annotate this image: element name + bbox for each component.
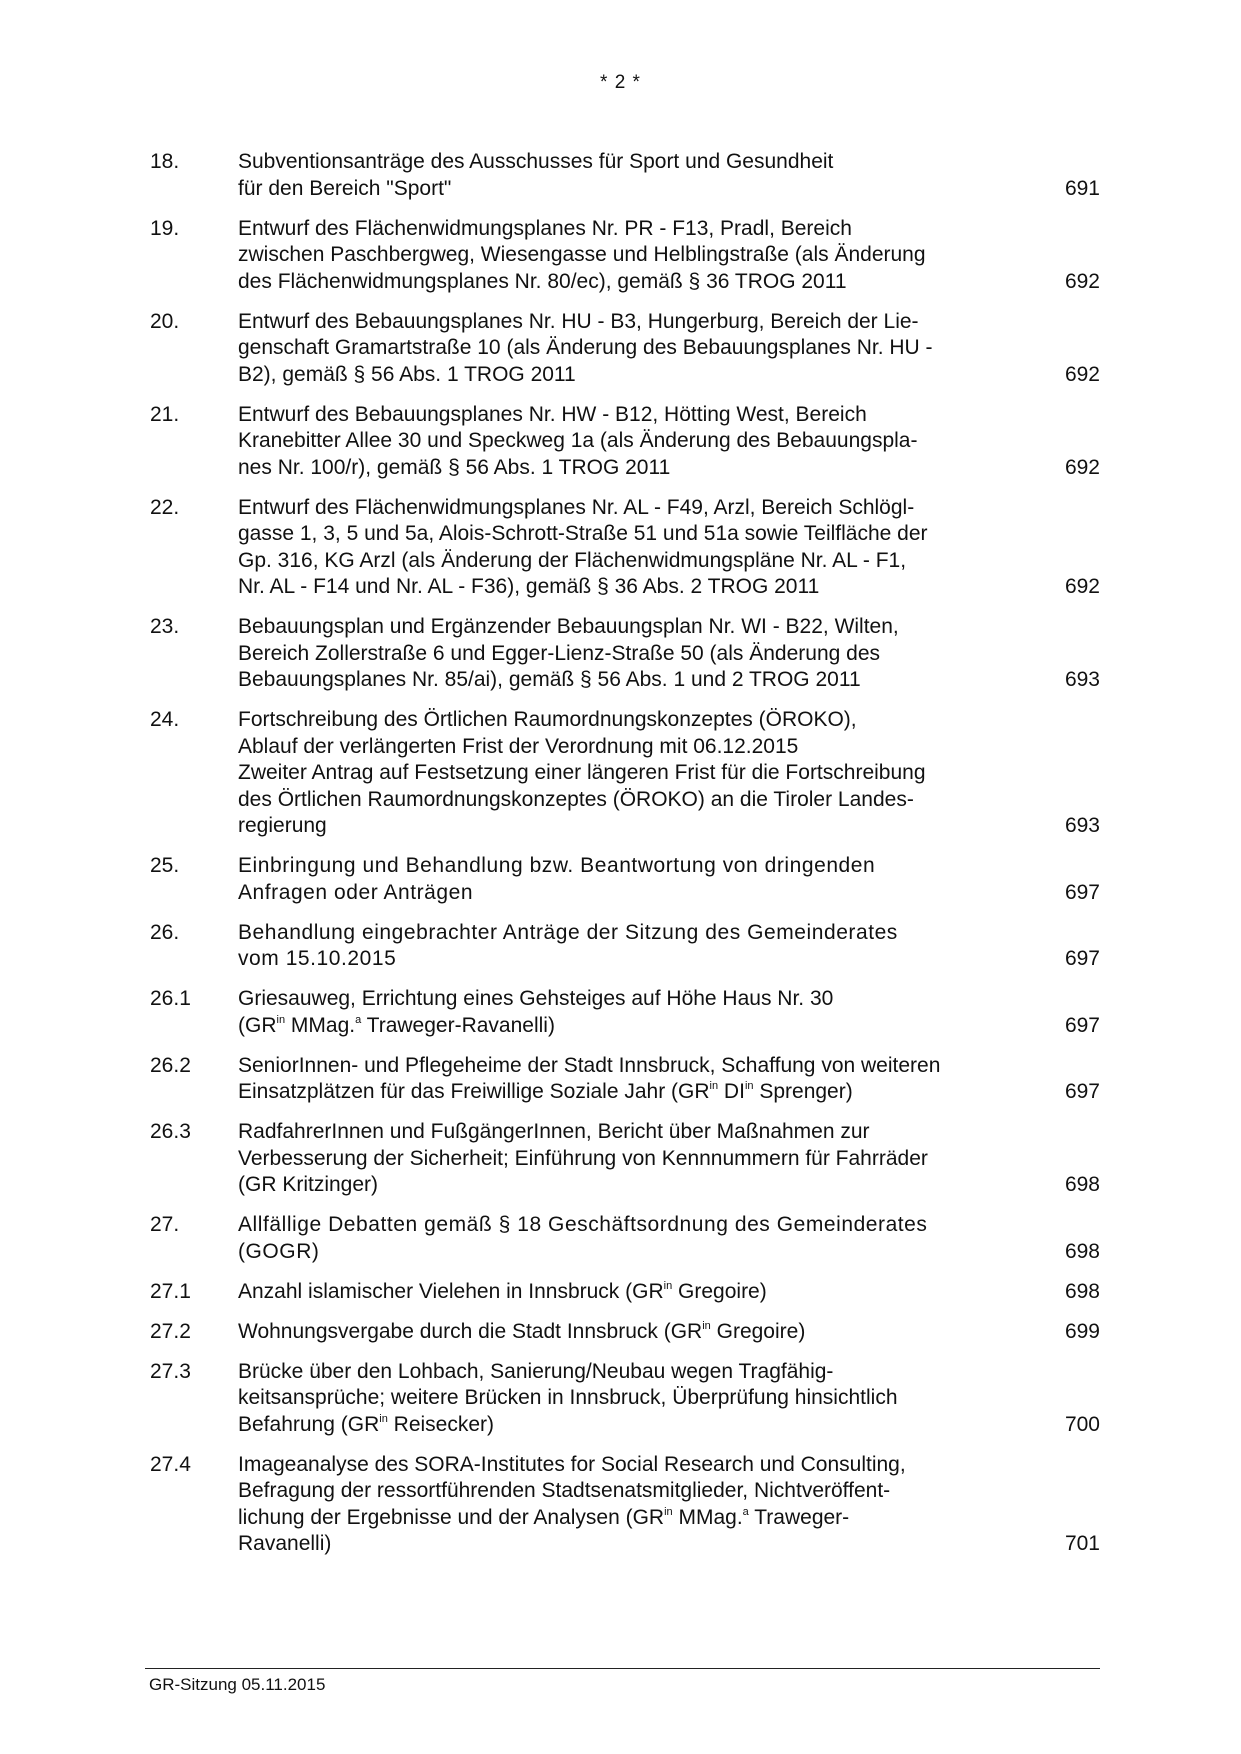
toc-entry-number: 19. [150,216,180,240]
footer-session-date: GR-Sitzung 05.11.2015 [149,1675,326,1694]
toc-entry-title-line: Befahrung ($GR^{in}$ Reisecker) [238,1412,495,1436]
toc-entry-page: 701 [1064,1532,1100,1555]
toc-entry [150,920,1100,973]
toc-entry-title [238,1119,1018,1199]
superscript: in [276,1013,286,1026]
toc-entry-title-line: Anfragen oder Anträgen [238,880,474,904]
toc-entry [150,309,1100,389]
toc-entry-title-line: Allfällige Debatten gemäß § 18 Geschäftsordnung des Gemeinderates [238,1213,928,1236]
toc-entry-title-line: lichung der Ergebnisse und der Analysen ($GR^{in}$ MMag.$^a$ Traweger- [238,1505,850,1529]
toc-entry [150,986,1100,1039]
toc-entry-page: 697 [1064,880,1100,904]
toc-entry-number: 27.3 [150,1359,191,1383]
toc-entry-number: 26.3 [150,1120,191,1143]
toc-entry-number: 26.2 [150,1053,191,1077]
toc-entry-number: 27.2 [150,1319,191,1343]
footer-divider [145,1668,1100,1669]
toc-entry-page: 700 [1064,1412,1100,1436]
toc-entry [150,1452,1100,1558]
toc-entry-title-line: des Flächenwidmungsplanes Nr. 80/ec), gemäß § 36 TROG 2011 [238,269,847,293]
toc-entry-number: 27. [150,1213,180,1236]
toc-entry-page: 697 [1064,947,1100,970]
toc-entry-title-line: Anzahl islamischer Vielehen in Innsbruck ($GR^{in}$ Gregoire) [238,1279,767,1303]
toc-entry-title-line: Ablauf der verlängerten Frist der Verordnung mit 06.12.2015 [238,734,799,758]
toc-entry-title-line: genschaft Gramartstraße 10 (als Änderung des Bebauungsplanes Nr. HU - [238,336,933,359]
toc-entry-page: 699 [1064,1319,1100,1343]
toc-entry-page: 698 [1064,1279,1100,1303]
toc-entry [150,1119,1100,1199]
toc-entry-title-line: Entwurf des Bebauungsplanes Nr. HU - B3, Hungerburg, Bereich der Lie- [238,309,919,333]
page-number: * 2 * [600,72,641,93]
superscript: in [744,1080,754,1092]
toc-entry-page: 693 [1064,668,1100,691]
superscript: in [379,1412,388,1425]
toc-entry-title [238,614,1018,694]
toc-entry-page: 692 [1064,269,1100,293]
toc-entry-page: 691 [1064,176,1100,200]
toc-entry [150,1319,1100,1346]
toc-entry-number: 24. [150,708,180,731]
toc-entry-page: 692 [1064,455,1100,479]
toc-entry-page: 697 [1064,1013,1100,1037]
toc-entry-title [238,309,1018,389]
toc-entry-title-line: vom 15.10.2015 [238,947,397,970]
toc-entry-title-line: gasse 1, 3, 5 und 5a, Alois-Schrott-Straße 51 und 51a sowie Teilfläche der [238,522,928,545]
toc-entry [150,1359,1100,1439]
toc-entry-title [238,853,1018,906]
toc-entry-page: 692 [1064,575,1100,598]
toc-entry-number: 25. [150,854,180,877]
toc-entry [150,853,1100,906]
superscript: a [742,1505,749,1518]
toc-entry-title-line: Behandlung eingebrachter Anträge der Sitzung des Gemeinderates [238,920,898,944]
toc-entry [150,707,1100,840]
toc-entry-title [238,707,1018,840]
toc-entry-title-line: Zweiter Antrag auf Festsetzung einer längeren Frist für die Fortschreibung [238,761,926,784]
toc-entry-title-line: regierung [238,814,327,837]
toc-entry-title-line: Entwurf des Flächenwidmungsplanes Nr. PR - F13, Pradl, Bereich [238,216,852,240]
toc-entry [150,495,1100,601]
toc-entry-title-line: Einbringung und Behandlung bzw. Beantwortung von dringenden [238,854,876,877]
superscript: in [664,1505,673,1518]
toc-entry-title-line: Ravanelli) [238,1532,332,1555]
toc-entry-title-line: Wohnungsvergabe durch die Stadt Innsbruck ($GR^{in}$ Gregoire) [238,1319,806,1343]
toc-entry-title [238,495,1018,601]
toc-entry-title-line: Bebauungsplan und Ergänzender Bebauungsplan Nr. WI - B22, Wilten, [238,615,899,638]
toc-entry-title [238,1212,1018,1265]
superscript: in [702,1319,711,1332]
toc-entry-number: 21. [150,402,180,426]
toc-entry-number: 20. [150,309,180,333]
toc-entry-number: 27.4 [150,1452,191,1476]
toc-entry-title-line: des Örtlichen Raumordnungskonzeptes (ÖROKO) an die Tiroler Landes- [238,787,914,811]
toc-entry [150,1053,1100,1106]
toc-entry-title-line: Verbesserung der Sicherheit; Einführung von Kennnummern für Fahrräder [238,1146,928,1170]
toc-entry-number: 27.1 [150,1279,191,1303]
toc-entry-title-line: Brücke über den Lohbach, Sanierung/Neubau wegen Tragfähig- [238,1359,834,1383]
toc-entry-number: 26. [150,920,180,944]
toc-entry-title-line: Entwurf des Bebauungsplanes Nr. HW - B12, Hötting West, Bereich [238,402,867,426]
toc-entry-title-line: keitsansprüche; weitere Brücken in Innsbruck, Überprüfung hinsichtlich [238,1386,898,1409]
toc-entry-title-line: (GR Kritzinger) [238,1173,379,1196]
toc-entry-title-line: Entwurf des Flächenwidmungsplanes Nr. AL - F49, Arzl, Bereich Schlögl- [238,495,915,519]
toc-entry-title [238,1452,1018,1558]
toc-entry-page: 692 [1064,362,1100,386]
toc-entry [150,1279,1100,1306]
toc-entry-number: 26.1 [150,987,191,1010]
table-of-contents [150,149,1100,1571]
toc-entry-title-line: Bebauungsplanes Nr. 85/ai), gemäß § 56 Abs. 1 und 2 TROG 2011 [238,668,861,691]
superscript: in [709,1080,719,1092]
toc-entry-title-line: RadfahrerInnen und FußgängerInnen, Bericht über Maßnahmen zur [238,1120,870,1143]
toc-entry-title-line: SeniorInnen- und Pflegeheime der Stadt Innsbruck, Schaffung von weiteren [238,1053,941,1077]
toc-entry-title-line: ($GR^{in}$ MMag.$^a$ Traweger-Ravanelli) [238,1013,555,1037]
toc-entry-title [238,986,1018,1039]
toc-entry-number: 22. [150,495,180,519]
toc-entry-title-line: Subventionsanträge des Ausschusses für Sport und Gesundheit [238,150,834,173]
toc-entry [150,149,1100,202]
toc-entry-title [238,1053,1018,1106]
toc-entry-title [238,1319,1018,1346]
toc-entry-title-line: für den Bereich "Sport" [238,176,452,200]
toc-entry-page: 697 [1064,1080,1100,1103]
toc-entry-title [238,216,1018,296]
toc-entry-title [238,149,1018,202]
toc-entry-title-line: (GOGR) [238,1239,320,1263]
toc-entry-title [238,1279,1018,1306]
toc-entry-title-line: zwischen Paschbergweg, Wiesengasse und Helblingstraße (als Änderung [238,243,926,266]
toc-entry-title-line: Griesauweg, Errichtung eines Gehsteiges auf Höhe Haus Nr. 30 [238,987,834,1010]
toc-entry-title-line: Nr. AL - F14 und Nr. AL - F36), gemäß § 36 Abs. 2 TROG 2011 [238,575,820,598]
toc-entry [150,216,1100,296]
superscript: in [663,1279,673,1292]
toc-entry-title-line: Fortschreibung des Örtlichen Raumordnungskonzeptes (ÖROKO), [238,708,857,731]
toc-entry-title-line: Kranebitter Allee 30 und Speckweg 1a (als Änderung des Bebauungspla- [238,429,918,452]
toc-entry-page: 693 [1064,814,1100,837]
toc-entry-title-line: Imageanalyse des SORA-Institutes for Social Research und Consulting, [238,1452,906,1476]
toc-entry-title [238,1359,1018,1439]
toc-entry-title [238,402,1018,482]
toc-entry-number: 23. [150,615,180,638]
toc-entry [150,1212,1100,1265]
toc-entry-title-line: nes Nr. 100/r), gemäß § 56 Abs. 1 TROG 2011 [238,455,671,479]
toc-entry-title [238,920,1018,973]
toc-entry-page: 698 [1064,1239,1100,1263]
toc-entry-number: 18. [150,150,180,173]
toc-entry [150,614,1100,694]
toc-entry-title-line: Gp. 316, KG Arzl (als Änderung der Flächenwidmungspläne Nr. AL - F1, [238,548,907,572]
toc-entry [150,402,1100,482]
superscript: a [355,1013,362,1026]
toc-entry-title-line: B2), gemäß § 56 Abs. 1 TROG 2011 [238,362,576,386]
toc-entry-page: 698 [1064,1173,1100,1196]
toc-entry-title-line: Bereich Zollerstraße 6 und Egger-Lienz-Straße 50 (als Änderung des [238,641,880,665]
toc-entry-title-line: Befragung der ressortführenden Stadtsenatsmitglieder, Nichtveröffent- [238,1479,891,1502]
toc-entry-title-line: Einsatzplätzen für das Freiwillige Soziale Jahr ($GR^{in}$ $DI^{in}$ Sprenger) [238,1080,853,1103]
